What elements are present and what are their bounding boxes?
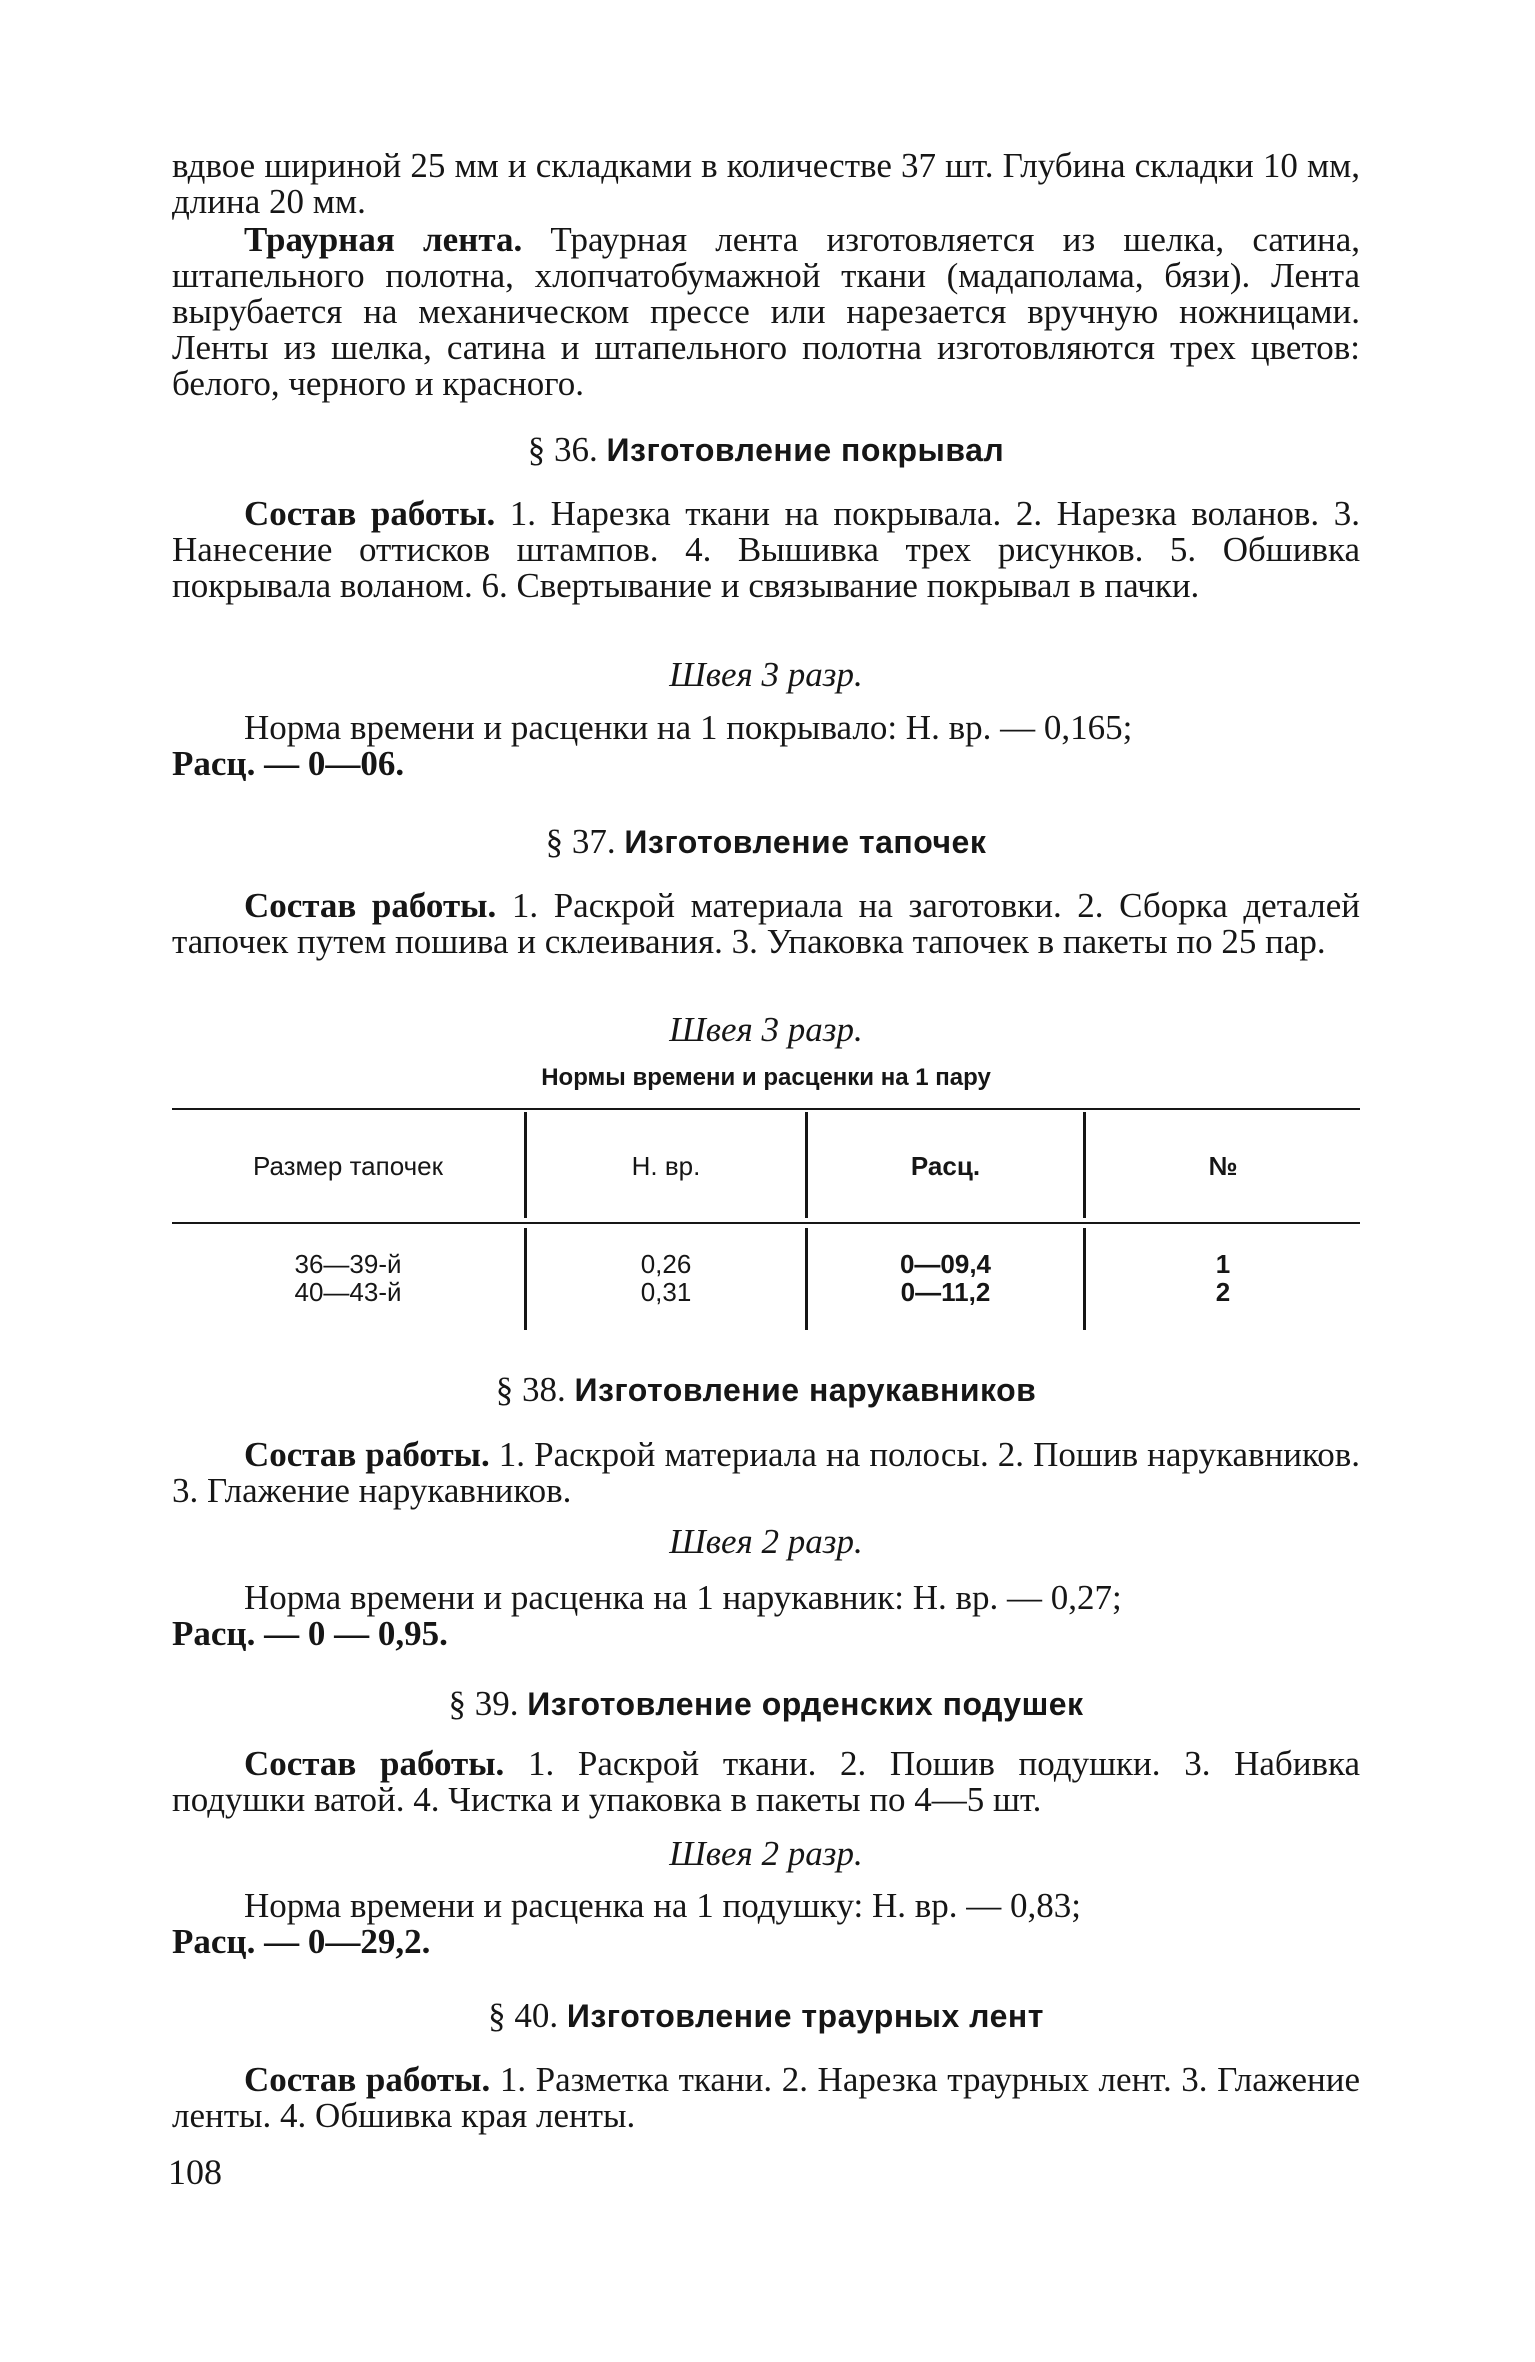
table-cell: 1 [1215,1249,1231,1279]
section-38-heading [172,1370,1360,1410]
page-number: 108 [168,2152,222,2192]
table-header-time: Н. вр. [631,1151,701,1181]
work-text: 1. Нарезка ткани на покрывала. 2. Нарезка воланов. 3. Нанесение оттисков штампов. 4. Вышивка трех рисунков. 5. Обшивка покрывала воланом. 6. Свертывание и связывание покрывал в пачки. [172,494,1360,605]
section-40-title: Изготовление траурных лент [566,1998,1044,2034]
intro-text: вдвое шириной 25 мм и складками в количестве 37 шт. Глубина складки 10 мм, длина 20 мм. [172,146,1360,221]
table-row [1086,1250,1360,1306]
table-row [172,1250,524,1306]
section-40-number: § 40. [488,1996,559,2035]
section-37-heading [172,822,1360,862]
section-36-number: § 36. [527,430,598,469]
section-39-title: Изготовление орденских подушек [527,1686,1084,1722]
work-label: Состав работы. [244,494,496,533]
section-36-heading [172,430,1360,470]
table-cell: 2 [1215,1277,1231,1307]
section-38-norm [172,1580,1360,1652]
table-cell: 0,26 [640,1249,692,1279]
section-36-work [172,496,1360,604]
table-cell: 0—11,2 [900,1277,991,1307]
section-40-heading [172,1996,1360,2036]
table-caption: Нормы времени и расценки на 1 пару [541,1064,991,1091]
table-cell: 0—09,4 [899,1249,992,1279]
section-36-title: Изготовление покрывал [606,432,1005,468]
work-text: 1. Раскрой ткани. 2. Пошив подушки. 3. Набивка подушки ватой. 4. Чистка и упаковка в пакеты по 4—5 шт. [172,1744,1360,1819]
section-36-worker: Швея 3 разр. [669,655,863,694]
work-label: Состав работы. [244,886,497,925]
section-39-number: § 39. [448,1684,519,1723]
work-label: Состав работы. [244,2060,491,2099]
table-header-number: № [1208,1151,1238,1181]
section-37-work [172,888,1360,960]
table-cell: 40—43-й [294,1277,402,1307]
work-text: 1. Раскрой материала на заготовки. 2. Сборка деталей тапочек путем пошива и склеивания. 3. Упаковка тапочек в пакеты по 25 пар. [172,886,1360,961]
norm-text: Норма времени и расценка на 1 нарукавник: Н. вр. — 0,27; [244,1578,1122,1617]
work-text: 1. Разметка ткани. 2. Нарезка траурных лент. 3. Глажение ленты. 4. Обшивка края ленты. [172,2060,1360,2135]
section-37-number: § 37. [545,822,616,861]
table-cell: 0,31 [640,1277,692,1307]
work-label: Состав работы. [244,1744,505,1783]
section-38-number: § 38. [495,1370,566,1409]
rate-text: Расц. — 0—06. [172,744,405,783]
ribbon-label: Траурная лента. [244,220,523,259]
table-header-rate: Расц. [910,1151,981,1181]
section-39-norm [172,1888,1360,1960]
section-38-work [172,1437,1360,1509]
norm-text: Норма времени и расценки на 1 покрывало: Н. вр. — 0,165; [244,708,1133,747]
section-38-title: Изготовление нарукавников [574,1372,1037,1408]
section-36-norm [172,710,1360,782]
section-39-heading [172,1684,1360,1724]
norm-text: Норма времени и расценка на 1 подушку: Н. вр. — 0,83; [244,1886,1081,1925]
section-40-work [172,2062,1360,2134]
rate-text: Расц. — 0 — 0,95. [172,1614,448,1653]
intro-paragraph [172,148,1360,220]
section-39-worker: Швея 2 разр. [669,1834,863,1873]
ribbon-paragraph [172,222,1360,402]
table-row [527,1250,805,1306]
rate-text: Расц. — 0—29,2. [172,1922,431,1961]
ribbon-text: Траурная лента изготовляется из шелка, сатина, штапельного полотна, хлопчатобумажной ткани (мадаполама, бязи). Лента вырубается на механическом прессе или нарезается вручную ножницами. Ленты из шелка, сатина и штапельного полотна изготовляются трех цветов: белого, черного и красного. [172,220,1360,403]
table-header-rule [172,1222,1360,1224]
section-38-worker: Швея 2 разр. [669,1522,863,1561]
work-text: 1. Раскрой материала на полосы. 2. Пошив нарукавников. 3. Глажение нарукавников. [172,1435,1360,1510]
section-37-worker: Швея 3 разр. [669,1010,863,1049]
table-header-size: Размер тапочек [252,1151,443,1181]
section-37-title: Изготовление тапочек [624,824,987,860]
table-top-rule [172,1108,1360,1110]
work-label: Состав работы. [244,1435,490,1474]
table-cell: 36—39-й [294,1249,402,1279]
table-row [808,1250,1083,1306]
section-39-work [172,1746,1360,1818]
